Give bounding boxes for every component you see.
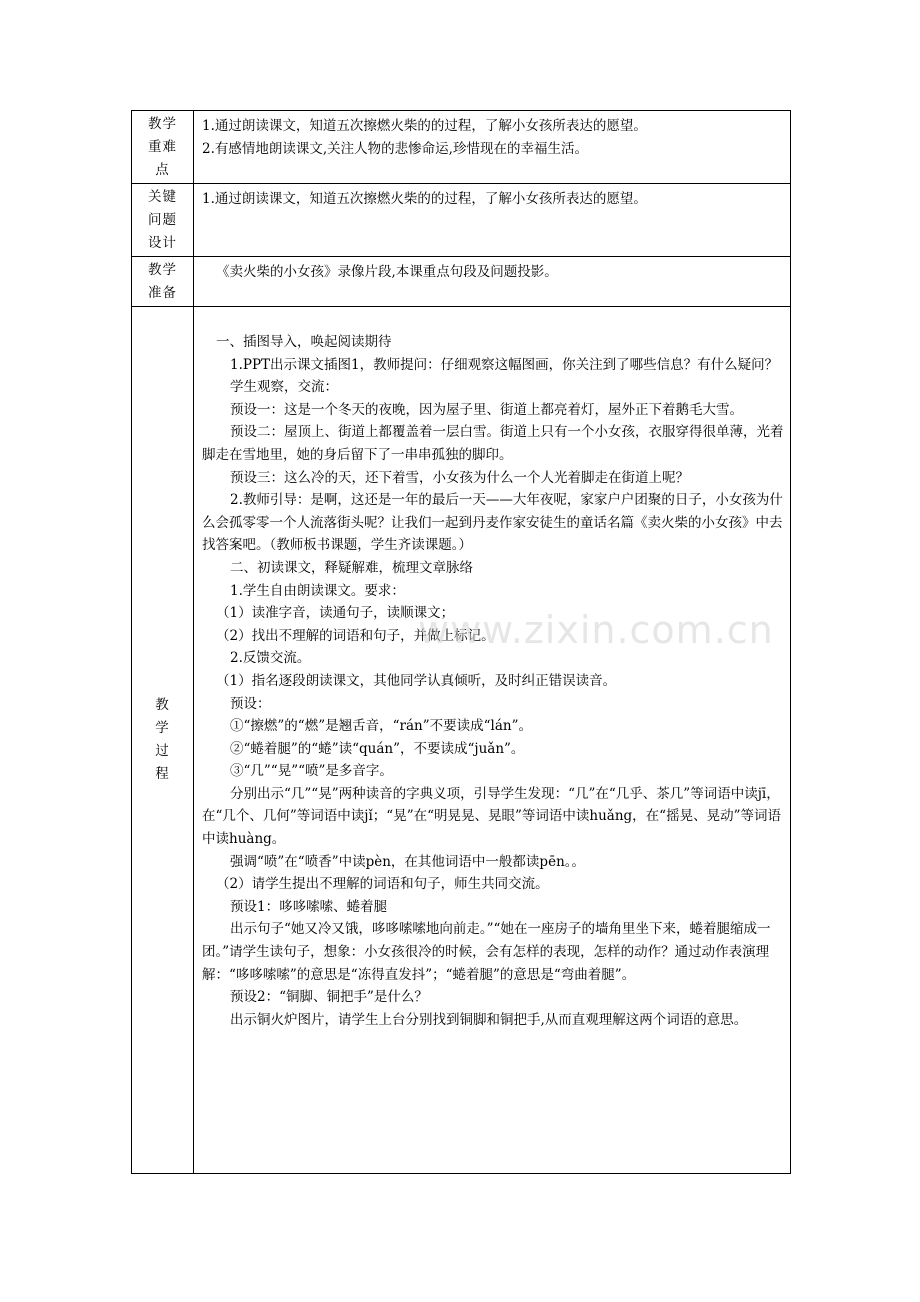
content-difficulty: [194, 111, 791, 184]
row-difficulty: [132, 111, 791, 184]
label-line: 设计: [148, 235, 177, 251]
paragraph: 2.教师引导：是啊，这还是一年的最后一天——大年夜呢，家家户户团聚的日子，小女孩为什么会孤零零一个人流落街头呢？让我们一起到丹麦作家安徒生的童话名篇《卖火柴的小女孩》中去找答案吧。（教师板书课题，学生齐读课题。）: [202, 492, 783, 554]
section-heading: 一、插图导入，唤起阅读期待: [216, 334, 392, 350]
prep-line-1: 《卖火柴的小女孩》录像片段,本课重点句段及问题投影。: [216, 264, 558, 280]
label-line: 学: [155, 720, 170, 736]
paragraph: 预设一：这是一个冬天的夜晚，因为屋子里、街道上都亮着灯，屋外正下着鹅毛大雪。: [230, 401, 743, 418]
content-process: [194, 307, 791, 1174]
paragraph: 2.反馈交流。: [230, 650, 311, 667]
paragraph: ③“几”“晃”“喷”是多音字。: [230, 763, 393, 780]
paragraph: 出示句子“她又冷又饿，哆哆嗦嗦地向前走。”“她在一座房子的墙角里坐下来，蜷着腿缩成一团。”请学生读句子，想象：小女孩很冷的时候，会有怎样的表现，怎样的动作？通过动作表演理解：“哆哆嗦嗦”的意思是“冻得直发抖”；“蜷着腿”的意思是“弯曲着腿”。: [202, 921, 771, 983]
paragraph: （2）请学生提出不理解的词语和句子，师生共同交流。: [216, 876, 549, 893]
label-line: 准备: [148, 285, 177, 301]
paragraph: （1）读准字音，读通句子，读顺课文；: [216, 605, 455, 622]
paragraph: 学生观察，交流：: [230, 379, 338, 396]
label-line: 程: [155, 766, 170, 782]
difficulty-line-2: 2.有感情地朗读课文,关注人物的悲惨命运,珍惜现在的幸福生活。: [202, 140, 588, 157]
row-process: [132, 307, 791, 1174]
paragraph: 预设二：屋顶上、街道上都覆盖着一层白雪。街道上只有一个小女孩，衣服穿得很单薄，光着脚走在雪地里，她的身后留下了一串串孤独的脚印。: [202, 424, 784, 463]
label-line: 重难: [148, 139, 177, 155]
key-question-line-1: 1.通过朗读课文，知道五次擦燃火柴的的过程，了解小女孩所表达的愿望。: [202, 191, 647, 207]
label-line: 关键: [148, 189, 177, 205]
paragraph: （1）指名逐段朗读课文，其他同学认真倾听，及时纠正错误读音。: [216, 672, 617, 689]
paragraph: （2）找出不理解的词语和句子，并做上标记。: [216, 627, 495, 644]
paragraph: 预设三：这么冷的天，还下着雪，小女孩为什么一个人光着脚走在街道上呢？: [230, 469, 689, 486]
paragraph: 预设2：“铜脚、铜把手”是什么？: [230, 989, 428, 1006]
paragraph: 预设1：哆哆嗦嗦、蜷着腿: [230, 898, 388, 915]
row-prep: [132, 257, 791, 307]
label-difficulty: [132, 111, 194, 184]
section-heading: 二、初读课文，释疑解难，梳理文章脉络: [230, 559, 473, 576]
paragraph: 分别出示“几”“晃”两种读音的字典义项，引导学生发现：“几”在“几乎、茶几”等词语中读jī，在“几个、几何”等词语中读jǐ；“晃”在“明晃晃、晃眼”等词语中读huǎng，在“摇晃、晃动”等词语中读huàng。: [202, 785, 781, 848]
label-process: [132, 307, 194, 1174]
paragraph: ②“蜷着腿”的“蜷”读“quán”，不要读成“juǎn”。: [230, 740, 525, 757]
label-line: 教学: [148, 116, 177, 132]
watermark: www.zixin.com.cn: [418, 608, 774, 652]
lesson-plan-table: [131, 110, 791, 1174]
content-prep: [194, 257, 791, 307]
paragraph: 出示铜火炉图片，请学生上台分别找到铜脚和铜把手,从而直观理解这两个词语的意思。: [230, 1011, 748, 1028]
label-line: 教学: [148, 262, 177, 278]
paragraph: 预设：: [230, 695, 271, 712]
paragraph: ①“擦燃”的“燃”是翘舌音，“rán”不要读成“lán”。: [230, 718, 532, 735]
difficulty-line-1: 1.通过朗读课文，知道五次擦燃火柴的的过程，了解小女孩所表达的愿望。: [202, 118, 647, 134]
label-line: 教: [155, 697, 170, 713]
label-key-question: [132, 184, 194, 257]
paragraph: 1.学生自由朗读课文。要求：: [230, 582, 405, 599]
content-key-question: [194, 184, 791, 257]
label-line: 点: [155, 162, 170, 178]
row-key-question: [132, 184, 791, 257]
paragraph: 1.PPT出示课文插图1，教师提问：仔细观察这幅图画，你关注到了哪些信息？有什么疑问？: [230, 356, 779, 373]
label-prep: [132, 257, 194, 307]
label-line: 过: [155, 743, 170, 759]
label-line: 问题: [148, 212, 177, 228]
paragraph: 强调“喷”在“喷香”中读pèn，在其他词语中一般都读pēn。。: [230, 853, 586, 870]
